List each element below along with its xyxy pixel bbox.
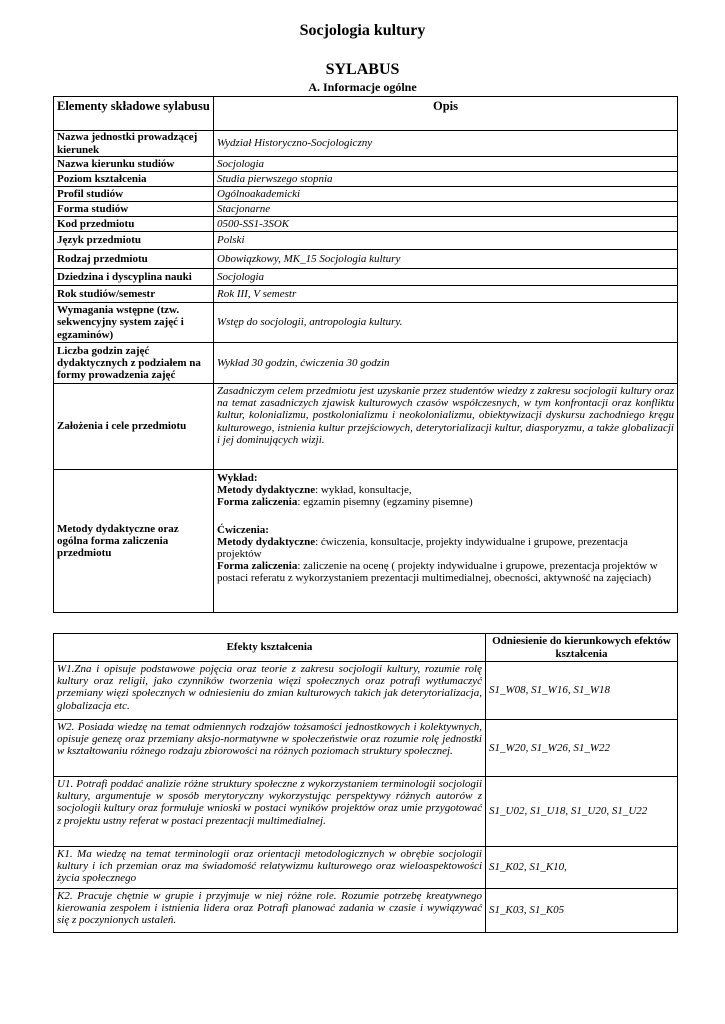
outcome-text: W2. Posiada wiedzę na temat odmiennych rodzajów tożsamości jednostkowych i kolektywnych, opisuje genezę oraz przemiany aksjo-normatywne w społeczeństwie oraz rozumie rolę jednostki w kształtowaniu różnego rodzaju zbiorowości na różnych poziomach struktury społecznej. [54,720,486,777]
outcome-text: K2. Pracuje chętnie w grupie i przyjmuje w niej różne role. Rozumie potrzebę kreatywnego kierowania zespołem i istnienia lidera oraz Potrafi planować zadania w czasie i wywiązywać się z poczynionych ustaleń. [54,889,486,933]
methods-value [214,470,678,613]
row-value: Wykład 30 godzin, ćwiczenia 30 godzin [214,343,678,384]
table-row [54,187,678,202]
outcome-text: W1.Zna i opisuje podstawowe pojęcia oraz teorie z zakresu socjologii kultury, rozumie rolę kultury oraz religii, jako czynników tworzenia więzi społecznych oraz potrafi wytłumaczyć przemiany więzi społecznych w odniesieniu do zmian kulturowych takich jak deterytorializacja, globalizacja etc. [54,662,486,720]
lecture-methods: : wykład, konsultacje, [315,484,412,497]
exercises-methods: : ćwiczenia, konsultacje, projekty indywidualne i grupowe, prezentacja projektów [217,535,628,561]
outcome-reference: S1_W20, S1_W26, S1_W22 [486,720,678,777]
table-row [54,269,678,286]
lecture-form-label: Forma zaliczenia [217,496,298,509]
row-label: Liczba godzin zajęć dydaktycznych z podziałem na formy prowadzenia zajęć [54,343,214,384]
row-label: Nazwa jednostki prowadzącej kierunek [54,131,214,157]
table-row [54,172,678,187]
row-value: Studia pierwszego stopnia [214,172,678,187]
learning-outcomes-table [53,633,678,933]
methods-row [54,470,678,613]
row-label: Rodzaj przedmiotu [54,250,214,269]
table-row [54,343,678,384]
row-value: Socjologia [214,269,678,286]
header-outcomes: Efekty kształcenia [54,634,486,662]
exercises-heading: Ćwiczenia: [217,523,269,536]
outcome-reference: S1_W08, S1_W16, S1_W18 [486,662,678,720]
row-value: Socjologia [214,157,678,172]
table-row [54,720,678,777]
row-value: Obowiązkowy, MK_15 Socjologia kultury [214,250,678,269]
table-row [54,250,678,269]
lecture-heading: Wykład: [217,472,258,484]
table-row [54,131,678,157]
table-row [54,286,678,303]
row-label: Rok studiów/semestr [54,286,214,303]
lecture-methods-label: Metody dydaktyczne [217,484,316,497]
document-subtitle: SYLABUS [325,61,400,78]
exercises-form: : zaliczenie na ocenę ( projekty indywidualne i grupowe, prezentacja projektów w postaci referatu z wykorzystaniem prezentacji multimedialnej, obecności, aktywność na zajęciach) [217,560,658,585]
table-row [54,384,678,470]
outcome-reference: S1_K03, S1_K05 [486,889,678,933]
row-value: Rok III, V semestr [214,286,678,303]
table-header-row [54,97,678,131]
outcome-reference: S1_K02, S1_K10, [486,847,678,889]
row-value: 0500-SS1-3SOK [214,217,678,232]
section-heading: A. Informacje ogólne [308,80,417,94]
outcome-reference: S1_U02, S1_U18, S1_U20, S1_U22 [486,777,678,847]
row-value: Stacjonarne [214,202,678,217]
row-label: Nazwa kierunku studiów [54,157,214,172]
outcome-text: U1. Potrafi poddać analizie różne struktury społeczne z wykorzystaniem terminologii socjologii kultury, argumentuje w sposób merytoryczny wykorzystując perspektywy różnych autorów z socjologii kultury oraz formułuje wnioski w postaci wyników projektów oraz umie przygotować z projektu ustny referat w postaci prezentacji multimedialnej. [54,777,486,847]
table-row [54,202,678,217]
exercises-form-label: Forma zaliczenia [217,560,298,573]
general-info-table [53,96,678,613]
lecture-form: : egzamin pisemny (egzaminy pisemne) [297,496,473,509]
row-label: Założenia i cele przedmiotu [54,384,214,470]
header-description: Opis [214,97,678,131]
header-elements: Elementy składowe sylabusu [54,97,214,131]
row-value: Ogólnoakademicki [214,187,678,202]
row-label: Dziedzina i dyscyplina nauki [54,269,214,286]
row-value: Wstęp do socjologii, antropologia kultury. [214,303,678,343]
table-row [54,232,678,250]
table-row [54,889,678,933]
table-header-row [54,634,678,662]
row-value: Zasadniczym celem przedmiotu jest uzyskanie przez studentów wiedzy z zakresu socjologii kultury oraz na temat zasadniczych zjawisk kulturowych czasów współczesnych, w tym konfrontacji oraz konfliktu kultur, kolonializmu, postkolonializmu i neokolonializmu, obiektywizacji dyskursu zachodniego kręgu kulturowego, istnienia kultur przejściowych, deterytorializacji kultur, diasporyzmu, a także globalizacji i jej dominujących wizji. [214,384,678,470]
document-title: Socjologia kultury [299,22,426,39]
row-value: Polski [214,232,678,250]
row-label: Język przedmiotu [54,232,214,250]
row-value: Wydział Historyczno-Socjologiczny [214,131,678,157]
row-label: Profil studiów [54,187,214,202]
methods-label: Metody dydaktyczne oraz ogólna forma zaliczenia przedmiotu [54,470,214,613]
table-row [54,303,678,343]
header-reference: Odniesienie do kierunkowych efektów kształcenia [486,634,678,662]
row-label: Forma studiów [54,202,214,217]
row-label: Wymagania wstępne (tzw. sekwencyjny system zajęć i egzaminów) [54,303,214,343]
table-row [54,847,678,889]
row-label: Kod przedmiotu [54,217,214,232]
outcome-text: K1. Ma wiedzę na temat terminologii oraz orientacji metodologicznych w obrębie socjologii kultury i ich przemian oraz ma świadomość relatywizmu kulturowego oraz wieloaspektowości życia społecznego [54,847,486,889]
table-row [54,662,678,720]
exercises-methods-label: Metody dydaktyczne [217,535,316,548]
table-row [54,157,678,172]
table-row [54,217,678,232]
table-row [54,777,678,847]
row-label: Poziom kształcenia [54,172,214,187]
